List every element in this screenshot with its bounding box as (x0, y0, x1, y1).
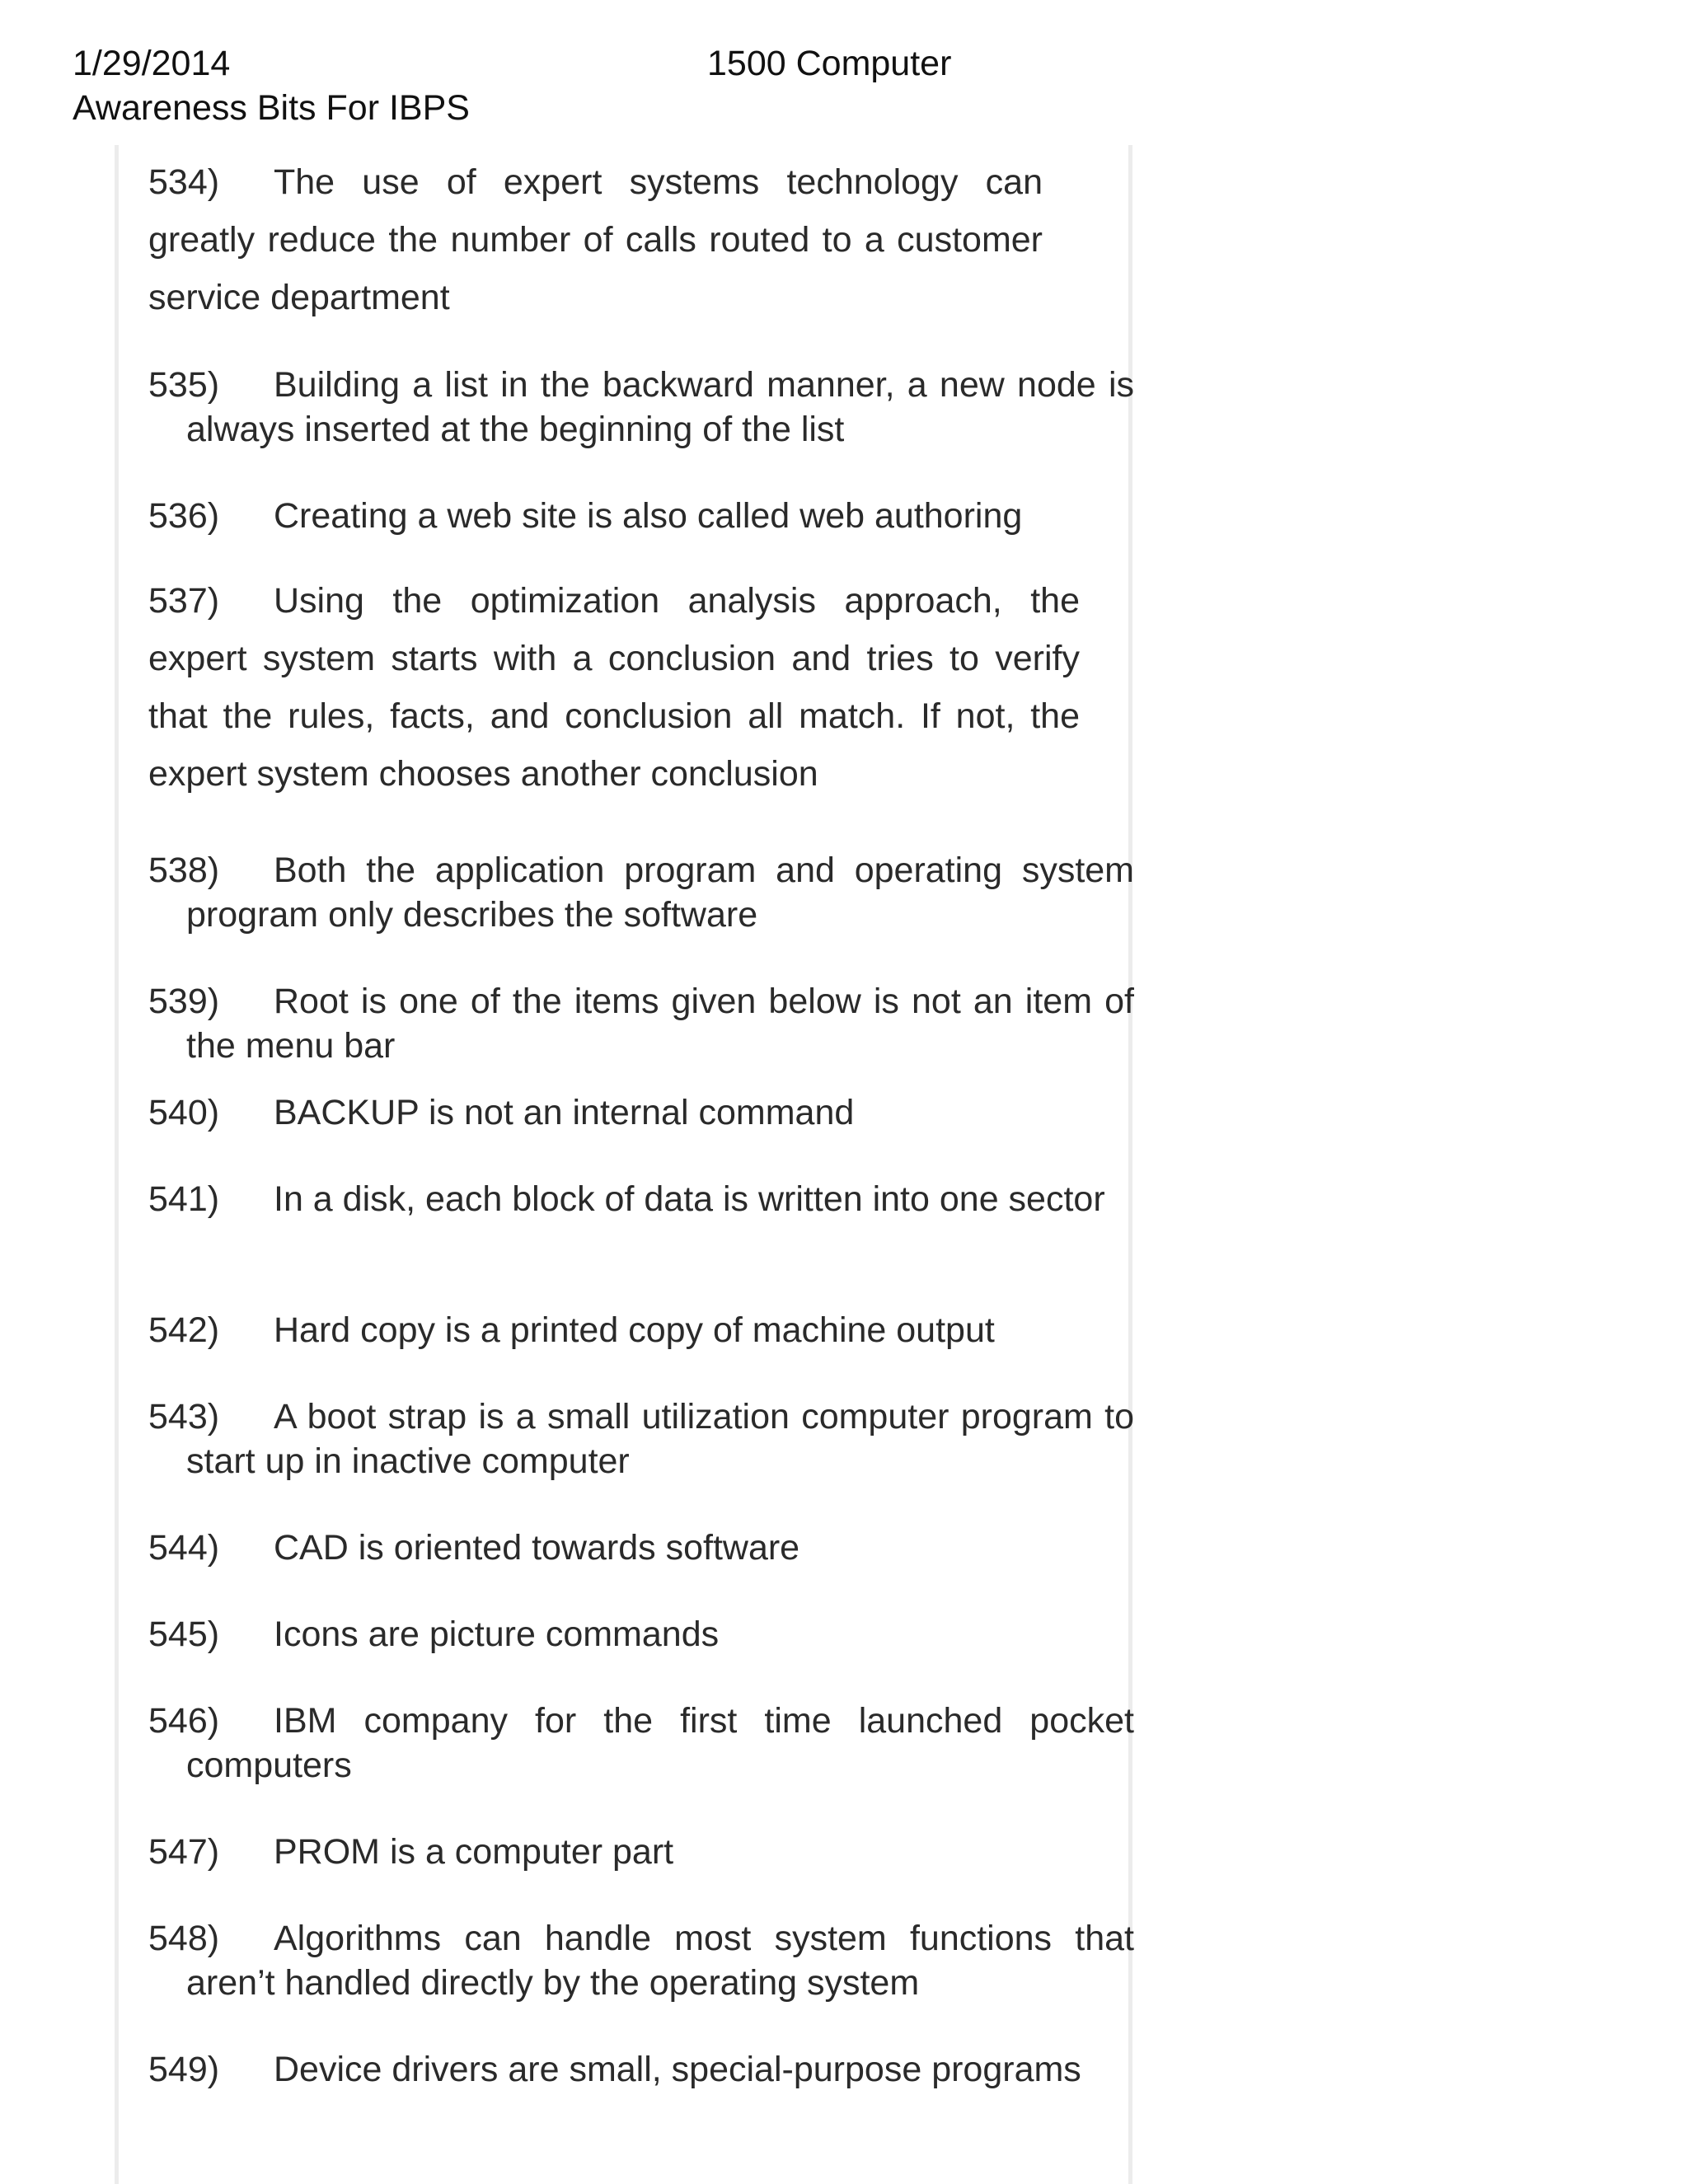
item-text: Creating a web site is also called web authoring (274, 496, 1023, 536)
document-title-continued: Awareness Bits For IBPS (73, 88, 470, 128)
item-number: 539) (148, 982, 220, 1021)
item-text: Device drivers are small, special-purpose programs (274, 2050, 1081, 2089)
list-item-535 (148, 363, 1134, 452)
list-item-544 (148, 1526, 1096, 1570)
item-text: The use of expert systems technology can greatly reduce the number of calls routed to a customer service department (148, 162, 1043, 317)
item-text: Icons are picture commands (274, 1615, 720, 1654)
item-text: In a disk, each block of data is written into one sector (274, 1179, 1105, 1219)
item-number: 548) (148, 1919, 220, 1958)
print-date: 1/29/2014 (73, 44, 231, 83)
item-text: Using the optimization analysis approach, the expert system starts with a conclusion and tries to verify that the rules, facts, and conclusion all match. If not, the expert system chooses another conclusion (148, 581, 1080, 794)
item-number: 534) (148, 162, 220, 202)
list-item-534 (148, 153, 1043, 326)
list-item-541 (148, 1177, 1134, 1221)
item-number: 538) (148, 851, 220, 890)
item-number: 540) (148, 1093, 220, 1132)
item-text: Building a list in the backward manner, a new node is always inserted at the beginning of the list (186, 365, 1134, 449)
item-text: PROM is a computer part (274, 1832, 674, 1872)
document-title: 1500 Computer (707, 44, 952, 83)
item-number: 543) (148, 1397, 220, 1436)
item-text: CAD is oriented towards software (274, 1528, 800, 1568)
list-item-549 (148, 2047, 1134, 2092)
item-number: 541) (148, 1179, 220, 1219)
list-item-542 (148, 1308, 1096, 1352)
item-number: 542) (148, 1310, 220, 1350)
list-item-536 (148, 494, 1096, 538)
print-header (73, 41, 1474, 132)
list-item-547 (148, 1830, 1096, 1874)
list-item-545 (148, 1612, 1096, 1657)
item-number: 535) (148, 365, 220, 405)
item-number: 549) (148, 2050, 220, 2089)
item-number: 547) (148, 1832, 220, 1872)
item-text: Hard copy is a printed copy of machine output (274, 1310, 995, 1350)
content-panel (115, 145, 1132, 2184)
list-item-539 (148, 979, 1134, 1068)
list-item-538 (148, 848, 1134, 937)
item-text: A boot strap is a small utilization computer program to start up in inactive computer (186, 1397, 1134, 1481)
item-text: Algorithms can handle most system functions that aren’t handled directly by the operating system (186, 1919, 1134, 2003)
item-number: 546) (148, 1701, 220, 1741)
list-item-548 (148, 1916, 1134, 2005)
item-text: Both the application program and operating system program only describes the software (186, 851, 1134, 935)
list-item-540 (148, 1090, 1096, 1135)
list-item-546 (148, 1699, 1134, 1788)
list-item-543 (148, 1394, 1134, 1483)
item-number: 537) (148, 581, 220, 621)
item-text: BACKUP is not an internal command (274, 1093, 855, 1132)
item-text: Root is one of the items given below is not an item of the menu bar (186, 982, 1134, 1066)
item-number: 544) (148, 1528, 220, 1568)
item-number: 545) (148, 1615, 220, 1654)
list-item-537 (148, 572, 1080, 803)
item-number: 536) (148, 496, 220, 536)
item-text: IBM company for the first time launched pocket computers (186, 1701, 1134, 1785)
